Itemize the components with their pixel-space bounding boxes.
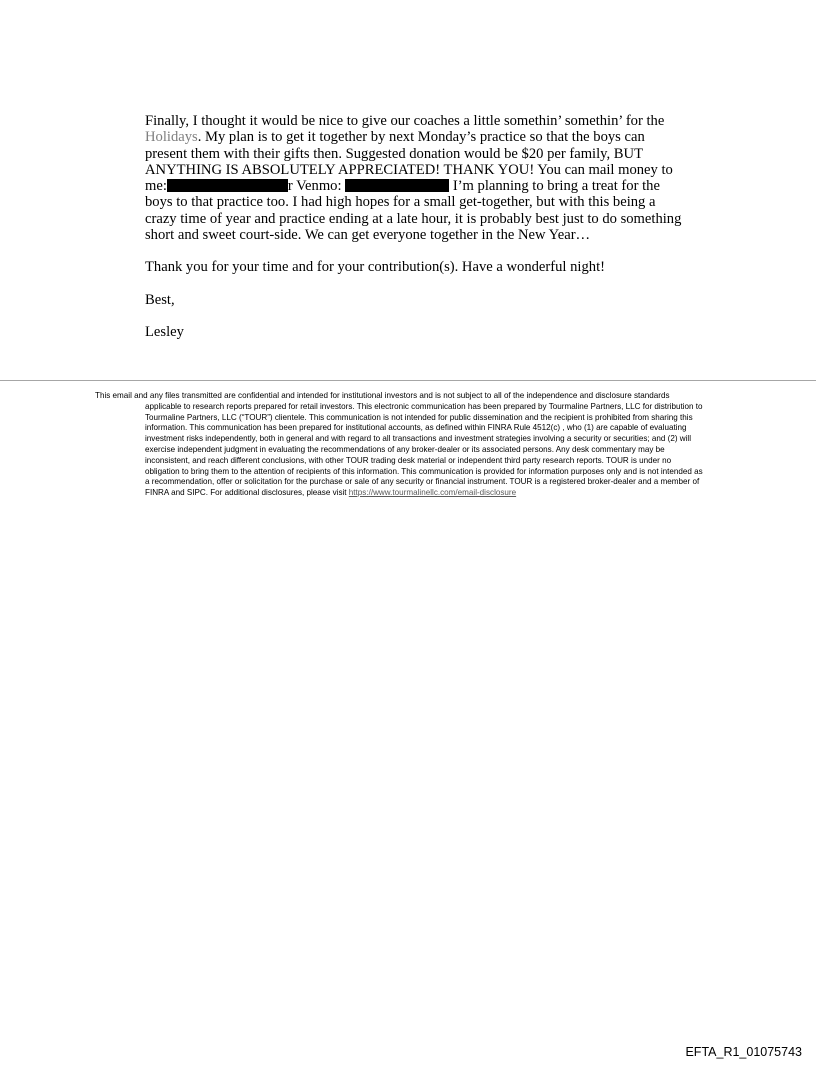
divider-line xyxy=(0,380,816,381)
email-closing: Best, xyxy=(145,291,175,308)
paragraph-text: Finally, I thought it would be nice to give our coaches a little somethin’ somethin’ for the xyxy=(145,113,665,129)
document-id: EFTA_R1_01075743 xyxy=(685,1045,802,1059)
disclaimer-text: This email and any files transmitted are confidential and intended for institutional investors and is not subject to all of the independence and disclosure standards applicable to research reports prepared for retail investors. This electronic communication has been prepared by Tourmaline Partners, LLC for distribution to Tourmaline Partners, LLC (“TOUR”) clientele. This communication is not intended for public dissemination and the recipient is prohibited from sharing this information. This communication has been prepared for institutional accounts, as defined within FINRA Rule 4512(c) , who (1) are capable of evaluating investment risks independently, both in general and with regard to all transactions and investment strategies involving a security or securities; and (2) will exercise independent judgment in evaluating the recommendations of any broker-dealer or its associated persons. Any desk commentary may be inconsistent, and reach different conclusions, with other TOUR trading desk material or independent third party research reports. TOUR is under no obligation to bring them to the attention of recipients of this information. This communication is provided for information purposes only and is not intended as a recommendation, offer or solicitation for the purchase or sale of any security or financial instrument. TOUR is a registered broker-dealer and a member of FINRA and SIPC. For additional disclosures, please visit xyxy=(95,391,703,498)
email-paragraph-thanks: Thank you for your time and for your contribution(s). Have a wonderful night! xyxy=(145,259,605,276)
paragraph-text: r Venmo: xyxy=(287,178,346,195)
holidays-text: Holidays xyxy=(145,129,198,146)
redaction-block xyxy=(345,179,449,192)
paragraph-text: I’m planning to bring a treat for the boys to that practice too. I had high hopes for a small get-together, but with this being a crazy time of year and practice ending at a late hour, it is probably best just to do something short and sweet court-side. We can get everyone together in the New Year… xyxy=(145,178,682,244)
redaction-block xyxy=(167,179,288,192)
disclosure-link[interactable]: https://www.tourmalinellc.com/email-disclosure xyxy=(348,488,517,498)
paragraph-text: . My plan is to get it together by next Monday’s practice so that the boys can present them with their gifts then. Suggested donation would be $20 per family, BUT ANYTHING IS ABSOLUTELY APPRECIATED! THANK YOU! You can mail money to me: xyxy=(145,129,673,195)
disclaimer xyxy=(95,391,705,499)
email-body xyxy=(145,113,685,356)
email-paragraph-donation xyxy=(145,113,685,243)
email-signature: Lesley xyxy=(145,323,184,340)
